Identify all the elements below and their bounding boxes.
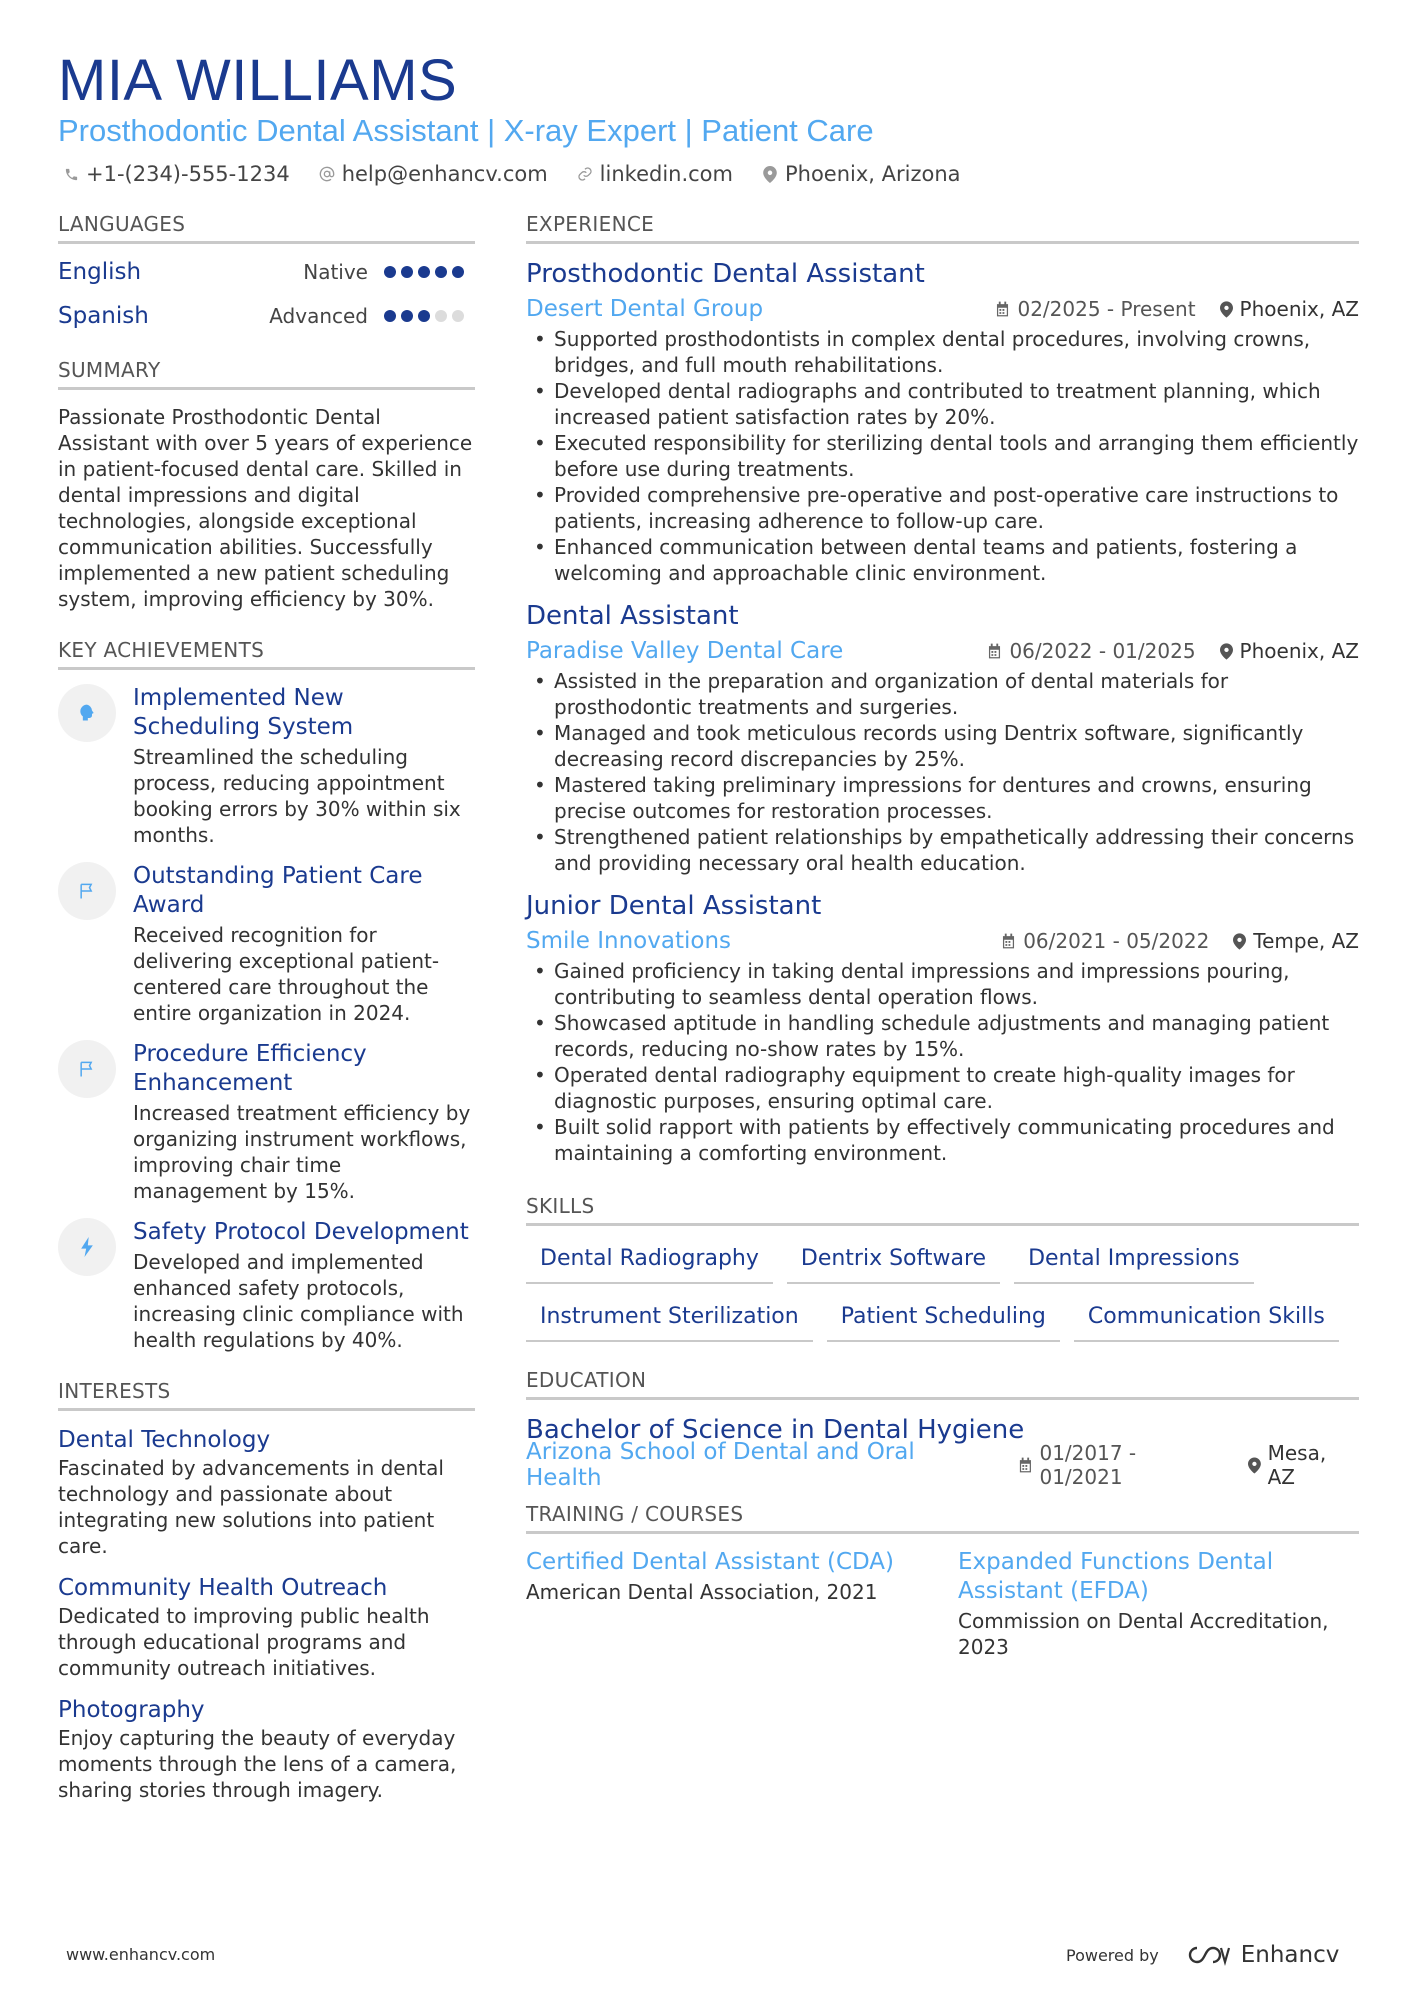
powered-by xyxy=(1066,1942,1339,1968)
languages-heading: LANGUAGES xyxy=(58,212,475,244)
language-item xyxy=(58,294,475,338)
powered-by-label: Powered by xyxy=(1066,1945,1159,1965)
job-dates-text: 06/2022 - 01/2025 xyxy=(1009,639,1196,663)
candidate-name: MIA WILLIAMS xyxy=(58,48,458,113)
calendar-icon xyxy=(1018,1457,1033,1473)
achievement-title: Implemented New Scheduling System xyxy=(133,685,354,740)
link-icon xyxy=(576,165,594,183)
achievement-item xyxy=(58,862,475,1026)
course-title: Certified Dental Assistant (CDA) xyxy=(526,1549,895,1575)
achievement-desc: Received recognition for delivering exceptional patient-centered care throughout the entire organization in 2024. xyxy=(133,923,440,1025)
job-location xyxy=(1220,639,1359,663)
skill-tag: Patient Scheduling xyxy=(827,1298,1060,1342)
achievement-title: Safety Protocol Development xyxy=(133,1219,469,1245)
language-level: Advanced xyxy=(269,304,368,328)
job-bullet: • Supported prosthodontists in complex dental procedures, involving crowns, bridges, and full mouth rehabilitations. xyxy=(526,326,1359,378)
achievement-desc: Increased treatment efficiency by organizing instrument workflows, improving chair time management by 15%. xyxy=(133,1101,471,1203)
achievement-item xyxy=(58,1040,475,1204)
company-name: Paradise Valley Dental Care xyxy=(526,638,844,664)
education-heading: EDUCATION xyxy=(526,1368,1359,1400)
contact-linkedin[interactable] xyxy=(576,162,733,186)
candidate-headline: Prosthodontic Dental Assistant | X-ray Expert | Patient Care xyxy=(58,113,874,148)
rating-dot-filled xyxy=(401,266,413,278)
summary-heading: SUMMARY xyxy=(58,358,475,390)
job-title: Prosthodontic Dental Assistant xyxy=(526,259,925,289)
skill-tag: Communication Skills xyxy=(1074,1298,1339,1342)
summary-text: Passionate Prosthodontic Dental Assistant with over 5 years of experience in patient-focused dental care. Skilled in dental impressions and digital technologies, alongside exceptional communication abilities. Successfully implemented a new patient scheduling system, improving efficiency by 30%. xyxy=(58,405,473,611)
education-location xyxy=(1248,1441,1359,1489)
enhancv-logo-icon xyxy=(1185,1944,1231,1966)
job-dates-text: 06/2021 - 05/2022 xyxy=(1023,929,1210,953)
rating-dot-filled xyxy=(384,266,396,278)
contact-email-text: help@enhancv.com xyxy=(341,162,548,186)
location-pin-icon xyxy=(1248,1457,1261,1474)
rating-dot-filled xyxy=(418,266,430,278)
achievement-desc: Developed and implemented enhanced safety protocols, increasing clinic compliance with health regulations by 40%. xyxy=(133,1250,464,1352)
calendar-icon xyxy=(995,301,1010,317)
job-bullet: • Assisted in the preparation and organization of dental materials for prosthodontic treatments and surgeries. xyxy=(526,668,1359,720)
job-bullet: • Built solid rapport with patients by effectively communicating procedures and maintaining a comforting environment. xyxy=(526,1114,1359,1166)
job-bullet: • Mastered taking preliminary impressions for dentures and crowns, ensuring precise outcomes for restoration processes. xyxy=(526,772,1359,824)
interest-desc: Enjoy capturing the beauty of everyday moments through the lens of a camera, sharing stories through imagery. xyxy=(58,1726,457,1802)
rating-dot-filled xyxy=(384,310,396,322)
job-bullet: • Strengthened patient relationships by empathetically addressing their concerns and providing necessary oral health education. xyxy=(526,824,1359,876)
job-location xyxy=(1220,297,1359,321)
language-item xyxy=(58,250,475,294)
language-level: Native xyxy=(303,260,368,284)
achievements-list xyxy=(58,684,475,1353)
job-title: Dental Assistant xyxy=(526,601,739,631)
lightning-icon xyxy=(58,1218,116,1276)
language-rating xyxy=(384,310,469,322)
company-name: Desert Dental Group xyxy=(526,296,764,322)
flag-icon xyxy=(58,862,116,920)
calendar-icon xyxy=(1001,933,1016,949)
job-bullets xyxy=(526,326,1359,586)
flag-icon xyxy=(58,1040,116,1098)
interest-item xyxy=(58,1695,475,1803)
interest-item xyxy=(58,1425,475,1559)
enhancv-logo[interactable] xyxy=(1185,1942,1340,1968)
experience-heading: EXPERIENCE xyxy=(526,212,1359,244)
left-column xyxy=(58,212,475,1803)
skill-tag: Dental Impressions xyxy=(1014,1240,1254,1284)
location-pin-icon xyxy=(1220,301,1233,318)
job-bullet: • Gained proficiency in taking dental impressions and impressions pouring, contributing to seamless dental operation flows. xyxy=(526,958,1359,1010)
job-bullet: • Operated dental radiography equipment to create high-quality images for diagnostic purposes, ensuring optimal care. xyxy=(526,1062,1359,1114)
interest-title: Dental Technology xyxy=(58,1427,271,1453)
job-dates xyxy=(1001,929,1209,953)
education-location-text: Mesa, AZ xyxy=(1267,1441,1327,1489)
job-entry xyxy=(526,258,1359,586)
training-heading: TRAINING / COURSES xyxy=(526,1502,1359,1534)
location-pin-icon xyxy=(761,165,779,183)
interest-desc: Fascinated by advancements in dental technology and passionate about integrating new solutions into patient care. xyxy=(58,1456,444,1558)
achievement-desc: Streamlined the scheduling process, reducing appointment booking errors by 30% within six months. xyxy=(133,745,461,847)
rating-dot-filled xyxy=(418,310,430,322)
achievements-heading: KEY ACHIEVEMENTS xyxy=(58,638,475,670)
rating-dot-empty xyxy=(452,310,464,322)
course-title: Expanded Functions Dental Assistant (EFDA) xyxy=(958,1549,1274,1604)
interest-item xyxy=(58,1573,475,1681)
achievement-item xyxy=(58,684,475,848)
footer-url[interactable]: www.enhancv.com xyxy=(66,1945,216,1964)
courses-list xyxy=(526,1548,1359,1660)
job-dates xyxy=(995,297,1195,321)
school-name: Arizona School of Dental and Oral Health xyxy=(526,1439,915,1491)
language-name: English xyxy=(58,259,142,285)
job-bullets xyxy=(526,668,1359,876)
education-entry xyxy=(526,1414,1359,1491)
contact-linkedin-text: linkedin.com xyxy=(599,162,733,186)
achievement-title: Procedure Efficiency Enhancement xyxy=(133,1041,367,1096)
skill-tag: Dentrix Software xyxy=(787,1240,1000,1284)
enhancv-brand-text: Enhancv xyxy=(1240,1942,1340,1968)
rating-dot-filled xyxy=(435,266,447,278)
brain-icon xyxy=(58,684,116,742)
job-dates-text: 02/2025 - Present xyxy=(1017,297,1196,321)
job-title: Junior Dental Assistant xyxy=(526,891,822,921)
skill-tag: Instrument Sterilization xyxy=(526,1298,813,1342)
company-name: Smile Innovations xyxy=(526,928,732,954)
job-bullet: • Managed and took meticulous records using Dentrix software, significantly decreasing record discrepancies by 25%. xyxy=(526,720,1359,772)
course-item xyxy=(526,1548,958,1660)
job-bullet: • Developed dental radiographs and contributed to treatment planning, which increased patient satisfaction rates by 20%. xyxy=(526,378,1359,430)
right-column xyxy=(526,212,1359,1660)
job-bullets xyxy=(526,958,1359,1166)
location-pin-icon xyxy=(1220,643,1233,660)
job-location-text: Phoenix, AZ xyxy=(1239,639,1359,663)
contact-location xyxy=(761,162,961,186)
course-desc: Commission on Dental Accreditation, 2023 xyxy=(958,1609,1329,1659)
job-location xyxy=(1233,929,1359,953)
language-name: Spanish xyxy=(58,303,149,329)
job-bullet: • Executed responsibility for sterilizing dental tools and arranging them efficiently before use during treatments. xyxy=(526,430,1359,482)
achievement-title: Outstanding Patient Care Award xyxy=(133,863,423,918)
course-item xyxy=(958,1548,1359,1660)
achievement-item xyxy=(58,1218,475,1353)
interest-title: Photography xyxy=(58,1697,205,1723)
interest-desc: Dedicated to improving public health through educational programs and community outreach initiatives. xyxy=(58,1604,430,1680)
job-bullet: • Provided comprehensive pre-operative and post-operative care instructions to patients, increasing adherence to follow-up care. xyxy=(526,482,1359,534)
contact-phone-text: +1-(234)-555-1234 xyxy=(86,162,290,186)
at-icon xyxy=(318,165,336,183)
interests-heading: INTERESTS xyxy=(58,1379,475,1411)
skill-tag: Dental Radiography xyxy=(526,1240,773,1284)
language-rating xyxy=(384,266,469,278)
contact-bar xyxy=(62,162,989,186)
education-dates xyxy=(1018,1441,1224,1489)
job-dates xyxy=(987,639,1195,663)
job-bullet: • Enhanced communication between dental teams and patients, fostering a welcoming and approachable clinic environment. xyxy=(526,534,1359,586)
skills-list xyxy=(526,1240,1359,1356)
rating-dot-filled xyxy=(401,310,413,322)
location-pin-icon xyxy=(1233,933,1246,950)
education-dates-text: 01/2017 - 01/2021 xyxy=(1039,1441,1137,1489)
rating-dot-empty xyxy=(435,310,447,322)
contact-email[interactable] xyxy=(318,162,548,186)
languages-list xyxy=(58,250,475,338)
job-entry xyxy=(526,600,1359,876)
course-desc: American Dental Association, 2021 xyxy=(526,1580,878,1604)
job-bullet: • Showcased aptitude in handling schedule adjustments and managing patient records, reducing no-show rates by 15%. xyxy=(526,1010,1359,1062)
contact-location-text: Phoenix, Arizona xyxy=(784,162,961,186)
contact-phone[interactable] xyxy=(62,162,290,186)
job-entry xyxy=(526,890,1359,1166)
job-location-text: Tempe, AZ xyxy=(1253,929,1359,953)
interest-title: Community Health Outreach xyxy=(58,1575,388,1601)
skills-heading: SKILLS xyxy=(526,1194,1359,1226)
phone-icon xyxy=(62,165,80,183)
rating-dot-filled xyxy=(452,266,464,278)
calendar-icon xyxy=(987,643,1002,659)
degree-title: Bachelor of Science in Dental Hygiene xyxy=(526,1415,1025,1445)
job-location-text: Phoenix, AZ xyxy=(1239,297,1359,321)
interests-list xyxy=(58,1425,475,1803)
